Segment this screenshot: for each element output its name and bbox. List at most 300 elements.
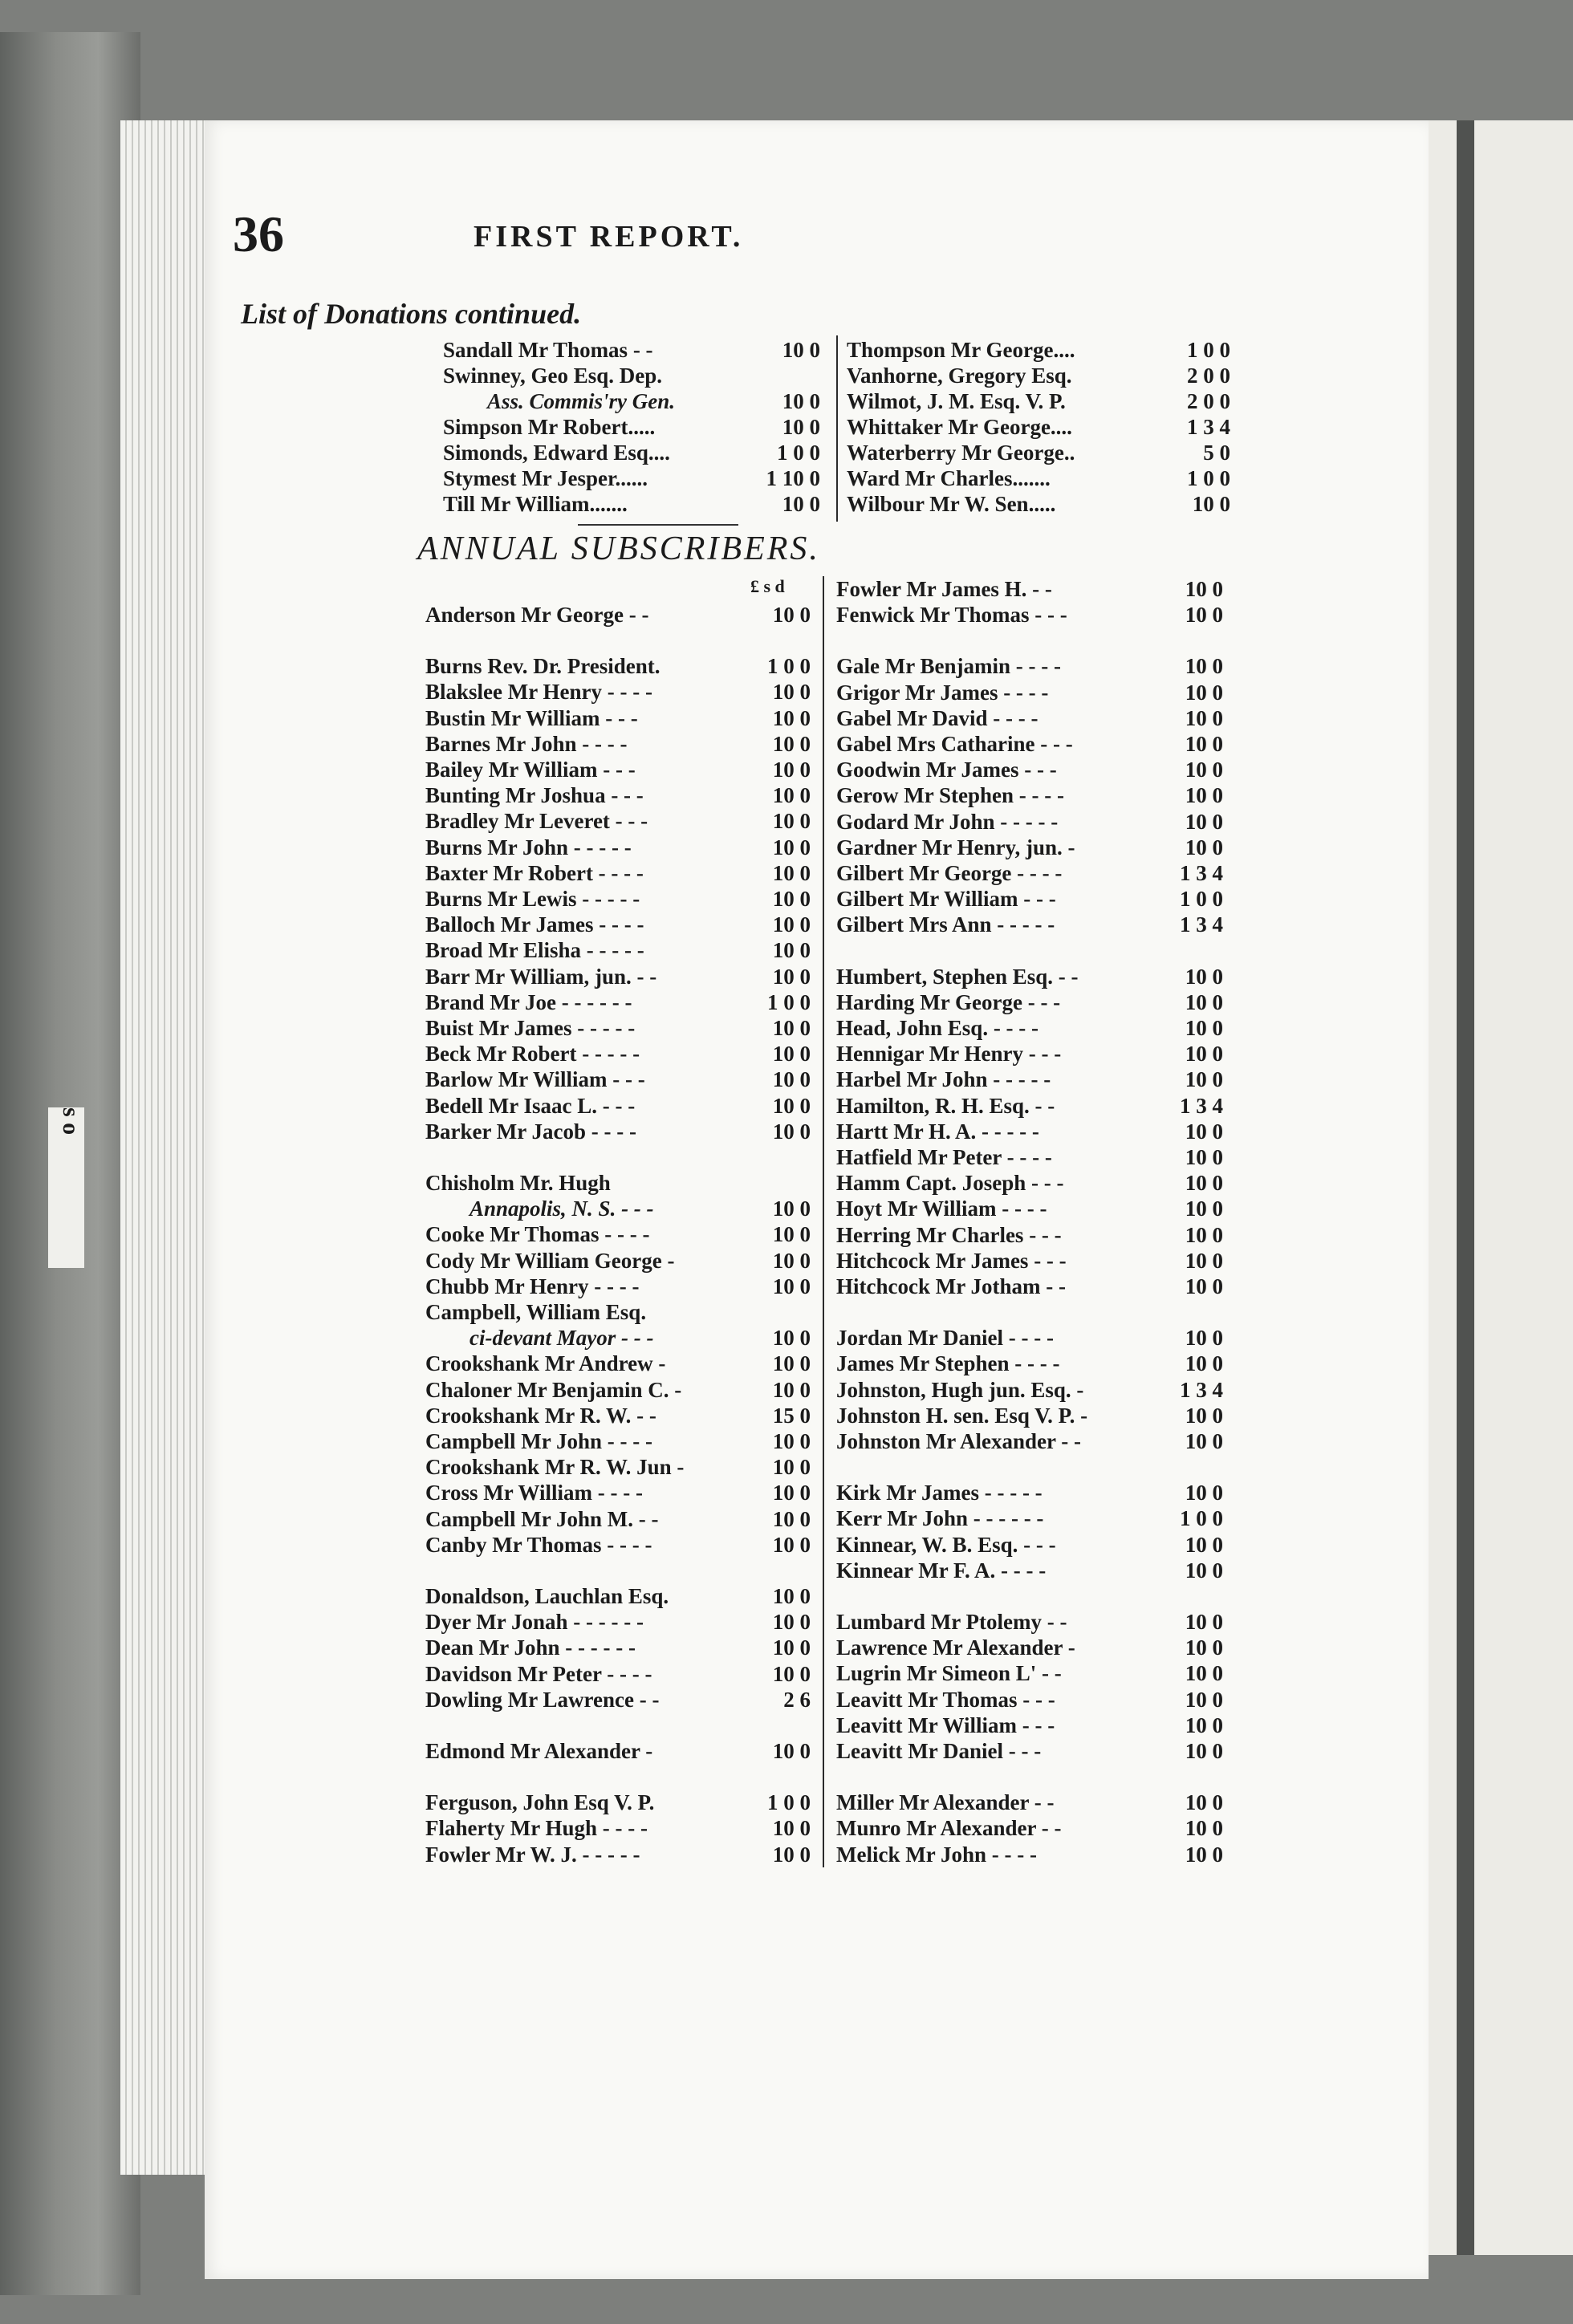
- subscriber-name: Johnston, Hugh jun. Esq. -: [836, 1377, 1084, 1402]
- subscription-amount: 10 0: [772, 758, 811, 782]
- subscriber-name: Crookshank Mr R. W. Jun -: [425, 1455, 685, 1480]
- subscriber-name: Cross Mr William - - - -: [425, 1481, 643, 1505]
- subscriber-entry: [836, 1428, 1223, 1454]
- subscription-amount: 10 0: [1185, 1842, 1223, 1867]
- subscription-amount: 10 0: [1185, 758, 1223, 782]
- subscription-amount: 10 0: [1185, 603, 1223, 628]
- subscriber-name: Blakslee Mr Henry - - - -: [425, 680, 652, 705]
- subscription-amount: 10 0: [1185, 1222, 1223, 1247]
- subscriber-name: Burns Mr Lewis - - - - -: [425, 887, 640, 911]
- subscriber-entry: [836, 1067, 1223, 1092]
- subscriber-name: Hitchcock Mr Jotham - -: [836, 1274, 1066, 1298]
- subscriber-name: Grigor Mr James - - - -: [836, 680, 1049, 705]
- subscriber-name: Hennigar Mr Henry - - -: [836, 1042, 1062, 1067]
- subscription-amount: 10 0: [772, 964, 811, 989]
- subscriber-name: Gilbert Mr George - - - -: [836, 861, 1063, 885]
- subscriber-name: Burns Rev. Dr. President.: [425, 654, 660, 679]
- subscriber-name: Leavitt Mr Thomas - - -: [836, 1687, 1055, 1712]
- subscriber-name: Brand Mr Joe - - - - - -: [425, 989, 632, 1014]
- subscriber-entry: [425, 1609, 811, 1635]
- subscription-amount: 10 0: [1185, 1248, 1223, 1273]
- subscription-amount: 10 0: [782, 338, 820, 362]
- subscriber-entry: [443, 337, 820, 363]
- subscriber-entry: [443, 491, 820, 517]
- subscription-amount: 10 0: [772, 1248, 811, 1273]
- subscription-amount: 1 3 4: [1180, 1093, 1223, 1118]
- subscriber-name: Wilmot, J. M. Esq. V. P.: [847, 389, 1066, 413]
- subscriber-name: James Mr Stephen - - - -: [836, 1351, 1060, 1376]
- subscriber-entry: [836, 782, 1223, 808]
- subscription-amount: 10 0: [1185, 1816, 1223, 1841]
- subscription-amount: 1 3 4: [1180, 861, 1223, 885]
- subscriber-entry: [836, 989, 1223, 1015]
- subscriber-entry: [425, 757, 811, 782]
- subscriber-name: Kinnear Mr F. A. - - - -: [836, 1558, 1047, 1583]
- subscriber-entry: [425, 1403, 811, 1428]
- subscriber-entry: [836, 1351, 1223, 1376]
- subscription-amount: 1 0 0: [1180, 887, 1223, 912]
- subscriber-entry: [425, 964, 811, 989]
- subscriber-entry: [836, 1093, 1223, 1119]
- subscription-amount: 10 0: [772, 1429, 811, 1453]
- subscription-amount: 10 0: [1185, 1016, 1223, 1040]
- subscription-amount: 10 0: [772, 680, 811, 705]
- subscription-amount: 10 0: [1185, 835, 1223, 859]
- subscription-amount: 10 0: [772, 912, 811, 937]
- subscriber-name: Kirk Mr James - - - - -: [836, 1481, 1043, 1505]
- subscriber-entry: [425, 705, 811, 731]
- subscriber-name: Whittaker Mr George....: [847, 415, 1072, 439]
- subscriber-name: Dean Mr John - - - - - -: [425, 1635, 636, 1660]
- subscriber-name: Fowler Mr W. J. - - - - -: [425, 1842, 640, 1867]
- subscription-amount: 10 0: [1185, 1197, 1223, 1221]
- subscription-amount: 10 0: [772, 1661, 811, 1686]
- subscription-amount: 10 0: [772, 705, 811, 730]
- subscriber-entry: [836, 653, 1223, 679]
- subscriber-entry: [847, 414, 1230, 440]
- subscriber-name: Gabel Mr David - - - -: [836, 705, 1039, 730]
- subscription-amount: 1 0 0: [777, 441, 820, 465]
- subscriber-entry: [425, 1170, 811, 1196]
- subscription-amount: 10 0: [1185, 1558, 1223, 1583]
- subscriber-name: Melick Mr John - - - -: [836, 1842, 1037, 1867]
- subscriber-name: Chubb Mr Henry - - - -: [425, 1274, 640, 1298]
- page-title: FIRST REPORT.: [474, 220, 744, 254]
- subscription-amount: 10 0: [772, 809, 811, 834]
- subscriber-entry: [836, 1660, 1223, 1686]
- subscription-amount: 10 0: [1185, 654, 1223, 679]
- subscriber-entry: [847, 465, 1230, 491]
- subscriber-name: Bailey Mr William - - -: [425, 758, 636, 782]
- subscriber-entry: [836, 886, 1223, 912]
- subscriber-name: Dyer Mr Jonah - - - - - -: [425, 1610, 644, 1635]
- subscription-amount: 10 0: [772, 1816, 811, 1841]
- subscription-amount: 10 0: [782, 415, 820, 439]
- subscriber-entry: [425, 989, 811, 1015]
- subscription-amount: 10 0: [1185, 1790, 1223, 1815]
- subscriber-name: Ferguson, John Esq V. P.: [425, 1790, 655, 1815]
- subscriber-name: Lawrence Mr Alexander -: [836, 1635, 1075, 1660]
- subscriber-entry: [847, 388, 1230, 414]
- subscriber-entry: [836, 1635, 1223, 1660]
- subscriber-entry: [425, 1790, 811, 1815]
- column-divider: [823, 576, 824, 1867]
- subscriber-entry: [425, 1248, 811, 1274]
- subscriber-entry: [425, 886, 811, 912]
- subscriber-name: Buist Mr James - - - - -: [425, 1016, 636, 1040]
- subscriber-name: Crookshank Mr R. W. - -: [425, 1403, 656, 1428]
- subscription-amount: 10 0: [772, 887, 811, 911]
- subscriber-name: Goodwin Mr James - - -: [836, 758, 1057, 782]
- subscriber-name: Gabel Mrs Catharine - - -: [836, 732, 1073, 756]
- subscriber-name: Harding Mr George - - -: [836, 989, 1061, 1014]
- subscription-amount: 10 0: [772, 860, 811, 885]
- subscriber-name: Campbell, William Esq.: [425, 1300, 647, 1324]
- subscription-amount: 1 0 0: [767, 1790, 811, 1815]
- subscription-amount: 10 0: [772, 1016, 811, 1040]
- subscription-amount: 1 3 4: [1180, 1377, 1223, 1402]
- subscriber-entry: [836, 1815, 1223, 1841]
- subscriber-entry: [425, 1274, 811, 1299]
- subscriber-name: Lugrin Mr Simeon L' - -: [836, 1661, 1062, 1686]
- page-number: 36: [233, 205, 284, 262]
- subscriber-name: Waterberry Mr George..: [847, 441, 1075, 465]
- subscription-amount: 10 0: [772, 783, 811, 808]
- subscriber-name: Bunting Mr Joshua - - -: [425, 783, 644, 808]
- subscriber-entry: [836, 1558, 1223, 1583]
- subscriber-name: Ass. Commis'ry Gen.: [487, 389, 676, 413]
- subscriber-entry: [836, 1119, 1223, 1144]
- subscriber-entry: [425, 1428, 811, 1454]
- subscriber-name: Donaldson, Lauchlan Esq.: [425, 1584, 669, 1608]
- subscriber-name: Hamm Capt. Joseph - - -: [836, 1171, 1064, 1196]
- subscriber-entry: [836, 731, 1223, 757]
- subscriber-entry: [425, 1325, 811, 1351]
- subscription-amount: 10 0: [772, 1042, 811, 1067]
- subscription-amount: 10 0: [772, 1197, 811, 1221]
- subscription-amount: 10 0: [1192, 492, 1230, 516]
- subscription-amount: 10 0: [1185, 1326, 1223, 1351]
- subscriber-name: Hartt Mr H. A. - - - - -: [836, 1119, 1039, 1144]
- subscriber-name: Thompson Mr George....: [847, 338, 1075, 362]
- subscription-amount: 10 0: [772, 1635, 811, 1660]
- subscriber-entry: [425, 1583, 811, 1609]
- subscriber-entry: [836, 1480, 1223, 1505]
- subscriber-name: Broad Mr Elisha - - - - -: [425, 938, 644, 963]
- subscriber-name: Leavitt Mr William - - -: [836, 1713, 1055, 1737]
- subscription-amount: 10 0: [772, 1610, 811, 1635]
- subscriber-name: Barnes Mr John - - - -: [425, 731, 628, 756]
- subscriber-name: Dowling Mr Lawrence - -: [425, 1687, 660, 1712]
- facing-page: [1421, 120, 1573, 2255]
- subscriber-name: Annapolis, N. S. - - -: [469, 1197, 654, 1221]
- subscription-amount: 10 0: [772, 603, 811, 627]
- subscriber-entry: [425, 1299, 811, 1325]
- subscription-amount: 10 0: [1185, 1429, 1223, 1453]
- subscriber-entry: [836, 1222, 1223, 1248]
- subscriber-name: Herring Mr Charles - - -: [836, 1222, 1062, 1247]
- subscriber-entry: [836, 1532, 1223, 1558]
- subscriber-entry: [836, 1403, 1223, 1428]
- subscription-amount: 10 0: [772, 1274, 811, 1298]
- subscriber-name: Head, John Esq. - - - -: [836, 1016, 1039, 1040]
- subscription-amount: 10 0: [1185, 732, 1223, 756]
- subscriber-name: Crookshank Mr Andrew -: [425, 1351, 666, 1376]
- subscriber-entry: [836, 1687, 1223, 1713]
- subscription-amount: 10 0: [1185, 1145, 1223, 1169]
- subscriber-entry: [425, 1351, 811, 1376]
- subscriber-entry: [836, 1713, 1223, 1738]
- subscriber-entry: [836, 860, 1223, 886]
- subscriber-entry: [425, 782, 811, 808]
- subscriber-name: Davidson Mr Peter - - - -: [425, 1661, 652, 1686]
- subscription-amount: 10 0: [772, 1455, 811, 1480]
- subscription-amount: 10 0: [1185, 705, 1223, 730]
- subscriber-name: Hamilton, R. H. Esq. - -: [836, 1093, 1055, 1118]
- subscriber-name: Barlow Mr William - - -: [425, 1067, 645, 1092]
- subscriber-entry: [443, 388, 820, 414]
- subscriber-entry: [425, 1196, 811, 1221]
- subscriber-entry: [847, 363, 1230, 388]
- subscriber-entry: [425, 1506, 811, 1532]
- subscription-amount: 10 0: [772, 1481, 811, 1505]
- subscriber-entry: [425, 835, 811, 860]
- subscriber-entry: [443, 363, 820, 388]
- subscriber-entry: [425, 731, 811, 757]
- subscription-amount: 10 0: [1185, 1351, 1223, 1376]
- subscriber-entry: [836, 1325, 1223, 1351]
- subscription-amount: 10 0: [1185, 1119, 1223, 1144]
- subscription-amount: 10 0: [782, 389, 820, 413]
- subscriber-name: Gale Mr Benjamin - - - -: [836, 654, 1061, 679]
- subscriber-name: Gilbert Mrs Ann - - - - -: [836, 912, 1055, 937]
- subscriber-name: Munro Mr Alexander - -: [836, 1816, 1062, 1841]
- subscriber-name: Hoyt Mr William - - - -: [836, 1197, 1047, 1221]
- subscription-amount: 10 0: [1185, 680, 1223, 705]
- subscriber-name: Simpson Mr Robert.....: [443, 415, 656, 439]
- subscriber-name: Johnston H. sen. Esq V. P. -: [836, 1403, 1088, 1428]
- subscriber-entry: [836, 602, 1223, 628]
- page-edges: [120, 120, 209, 2175]
- subscription-amount: 10 0: [1185, 989, 1223, 1014]
- subscription-amount: 10 0: [772, 1842, 811, 1867]
- subscriber-name: Bedell Mr Isaac L. - - -: [425, 1093, 636, 1118]
- subscriber-entry: [425, 1067, 811, 1092]
- subscriber-entry: [836, 1609, 1223, 1635]
- subscription-amount: 10 0: [1185, 1067, 1223, 1092]
- book-spine-edge: [1457, 120, 1474, 2255]
- subscriber-entry: [425, 1635, 811, 1660]
- subscriber-name: Chaloner Mr Benjamin C. -: [425, 1377, 682, 1402]
- subscriber-entry: [847, 440, 1230, 465]
- currency-column-head: £ s d: [750, 576, 785, 596]
- subscriber-entry: [847, 337, 1230, 363]
- subscription-amount: 1 0 0: [1180, 1506, 1223, 1531]
- subscriber-name: Balloch Mr James - - - -: [425, 912, 644, 937]
- subscriber-entry: [425, 808, 811, 834]
- subscriber-name: Humbert, Stephen Esq. - -: [836, 964, 1079, 989]
- subscription-amount: 1 0 0: [767, 654, 811, 679]
- subscription-amount: 2 6: [783, 1687, 811, 1712]
- subscriber-name: Anderson Mr George - -: [425, 603, 649, 627]
- subscriber-name: Barr Mr William, jun. - -: [425, 964, 657, 989]
- subscription-amount: 5 0: [1203, 441, 1230, 465]
- subscriber-name: Kinnear, W. B. Esq. - - -: [836, 1532, 1056, 1557]
- subscription-amount: 10 0: [1185, 964, 1223, 989]
- subscriber-entry: [836, 1196, 1223, 1221]
- subscription-amount: 10 0: [1185, 809, 1223, 834]
- index-tab: s o: [48, 1107, 84, 1268]
- subscriber-name: Burns Mr John - - - - -: [425, 835, 632, 859]
- subscriber-entry: [425, 1532, 811, 1558]
- subscriber-entry: [425, 679, 811, 705]
- subscription-amount: 10 0: [1185, 1481, 1223, 1505]
- subscription-amount: 10 0: [772, 1119, 811, 1144]
- subscription-amount: 10 0: [772, 1326, 811, 1351]
- subscription-amount: 10 0: [772, 1532, 811, 1557]
- subscriber-name: Vanhorne, Gregory Esq.: [847, 364, 1072, 388]
- subscription-amount: 10 0: [1185, 1687, 1223, 1712]
- subscriber-entry: [443, 440, 820, 465]
- subscription-amount: 2 0 0: [1187, 389, 1230, 413]
- subscriber-name: Bustin Mr William - - -: [425, 705, 638, 730]
- subscription-amount: 10 0: [1185, 577, 1223, 601]
- subscriber-entry: [425, 653, 811, 679]
- subscription-amount: 1 3 4: [1187, 415, 1230, 439]
- subscriber-entry: [425, 1093, 811, 1119]
- donations-title: List of Donations continued.: [241, 298, 582, 330]
- subscription-amount: 10 0: [1185, 1635, 1223, 1660]
- subscriber-name: Bradley Mr Leveret - - -: [425, 809, 648, 834]
- subscription-amount: 1 10 0: [766, 466, 820, 490]
- subscriber-name: Leavitt Mr Daniel - - -: [836, 1739, 1042, 1763]
- subscriber-name: Baxter Mr Robert - - - -: [425, 860, 644, 885]
- subscription-amount: 10 0: [1185, 783, 1223, 808]
- subscription-amount: 10 0: [772, 1093, 811, 1118]
- subscription-amount: 10 0: [1185, 1274, 1223, 1298]
- subscription-amount: 10 0: [772, 1584, 811, 1608]
- subscription-amount: 10 0: [772, 1739, 811, 1763]
- subscriber-name: Gerow Mr Stephen - - - -: [836, 783, 1064, 808]
- subscriber-name: Fowler Mr James H. - -: [836, 577, 1052, 601]
- subscriber-name: Kerr Mr John - - - - - -: [836, 1506, 1044, 1531]
- subscriber-entry: [425, 1015, 811, 1041]
- subscription-amount: 10 0: [1185, 1532, 1223, 1557]
- subscriber-entry: [836, 964, 1223, 989]
- subscriber-entry: [425, 1041, 811, 1067]
- page-header: [233, 205, 1003, 261]
- subscriber-name: Cody Mr William George -: [425, 1248, 675, 1273]
- subscription-amount: 15 0: [772, 1403, 811, 1428]
- section-rule: [578, 524, 738, 526]
- subscriber-entry: [425, 1842, 811, 1867]
- subscription-amount: 1 0 0: [1187, 466, 1230, 490]
- subscriber-entry: [836, 1041, 1223, 1067]
- subscriber-name: Lumbard Mr Ptolemy - -: [836, 1610, 1067, 1634]
- subscriber-name: Edmond Mr Alexander -: [425, 1739, 653, 1763]
- subscriber-entry: [425, 1815, 811, 1841]
- subscriber-entry: [425, 860, 811, 886]
- subscriber-name: Gilbert Mr William - - -: [836, 887, 1056, 912]
- subscriber-entry: [425, 1738, 811, 1764]
- subscriber-name: Stymest Mr Jesper......: [443, 466, 648, 490]
- subscription-amount: 2 0 0: [1187, 364, 1230, 388]
- subscriber-entry: [836, 912, 1223, 937]
- subscriber-entry: [836, 1505, 1223, 1531]
- subscription-amount: 10 0: [1185, 1739, 1223, 1763]
- column-divider: [836, 335, 838, 522]
- subscriber-name: ci-devant Mayor - - -: [469, 1326, 654, 1351]
- subscriber-entry: [425, 912, 811, 937]
- subscription-amount: 10 0: [772, 938, 811, 963]
- subscriber-entry: [836, 680, 1223, 705]
- subscriber-entry: [425, 1687, 811, 1713]
- subscription-amount: 10 0: [772, 731, 811, 756]
- subscriber-name: Till Mr William.......: [443, 492, 628, 516]
- subscription-amount: 10 0: [772, 1067, 811, 1092]
- subscription-amount: 10 0: [772, 1377, 811, 1402]
- subscriber-entry: [836, 809, 1223, 835]
- subscription-amount: 10 0: [772, 835, 811, 859]
- subscriber-entry: [836, 576, 1223, 602]
- subscriber-name: Cooke Mr Thomas - - - -: [425, 1222, 650, 1247]
- subscriber-entry: [425, 1221, 811, 1247]
- annual-subscribers-title: ANNUAL SUBSCRIBERS.: [417, 530, 820, 567]
- subscriber-name: Hitchcock Mr James - - -: [836, 1248, 1067, 1273]
- subscriber-entry: [425, 1377, 811, 1403]
- subscription-amount: 10 0: [1185, 1661, 1223, 1686]
- subscriber-entry: [847, 491, 1230, 517]
- subscription-amount: 10 0: [1185, 1713, 1223, 1737]
- subscriber-name: Swinney, Geo Esq. Dep.: [443, 364, 663, 388]
- subscriber-name: Ward Mr Charles.......: [847, 466, 1051, 490]
- subscription-amount: 10 0: [772, 1506, 811, 1531]
- subscriber-entry: [425, 1454, 811, 1480]
- subscriber-entry: [425, 1480, 811, 1505]
- subscriber-entry: [836, 835, 1223, 860]
- subscriber-entry: [836, 1842, 1223, 1867]
- subscriber-entry: [836, 1144, 1223, 1170]
- subscription-amount: 10 0: [772, 1351, 811, 1376]
- subscription-amount: 10 0: [1185, 1610, 1223, 1634]
- subscriber-entry: [425, 1119, 811, 1144]
- subscription-amount: 1 0 0: [1187, 338, 1230, 362]
- subscription-amount: 10 0: [1185, 1403, 1223, 1428]
- subscriber-entry: [836, 1377, 1223, 1403]
- subscriber-entry: [836, 1248, 1223, 1274]
- subscriber-name: Sandall Mr Thomas - -: [443, 338, 653, 362]
- subscriber-entry: [836, 757, 1223, 782]
- subscriber-name: Jordan Mr Daniel - - - -: [836, 1326, 1054, 1351]
- subscriber-name: Barker Mr Jacob - - - -: [425, 1119, 636, 1144]
- subscriber-name: Hatfield Mr Peter - - - -: [836, 1145, 1052, 1169]
- subscriber-name: Campbell Mr John M. - -: [425, 1506, 659, 1531]
- subscriber-name: Godard Mr John - - - - -: [836, 809, 1059, 834]
- subscriber-name: Beck Mr Robert - - - - -: [425, 1042, 640, 1067]
- subscription-amount: 1 3 4: [1180, 912, 1223, 937]
- subscriber-entry: [425, 937, 811, 963]
- subscriber-name: Canby Mr Thomas - - - -: [425, 1532, 652, 1557]
- subscriber-name: Johnston Mr Alexander - -: [836, 1429, 1082, 1453]
- subscriber-name: Harbel Mr John - - - - -: [836, 1067, 1051, 1092]
- subscription-amount: 10 0: [772, 1222, 811, 1247]
- subscriber-name: Flaherty Mr Hugh - - - -: [425, 1816, 648, 1841]
- subscriber-name: Gardner Mr Henry, jun. -: [836, 835, 1075, 859]
- subscriber-name: Campbell Mr John - - - -: [425, 1429, 652, 1453]
- subscription-amount: 1 0 0: [767, 989, 811, 1014]
- subscriber-entry: [443, 414, 820, 440]
- subscriber-entry: [836, 1738, 1223, 1764]
